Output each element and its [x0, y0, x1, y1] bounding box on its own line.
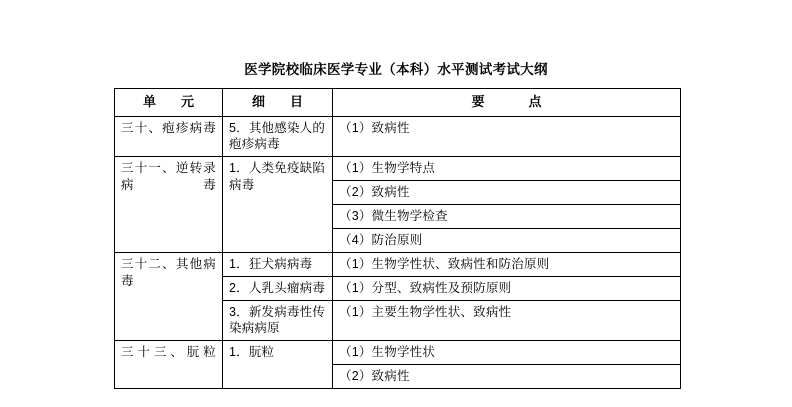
point-cell: （3）微生物学检查 — [333, 205, 681, 229]
point-cell: （1）分型、致病性及预防原则 — [333, 276, 681, 300]
syllabus-table — [114, 88, 681, 389]
table-row — [115, 157, 681, 181]
point-cell: （1）生物学性状 — [333, 341, 681, 365]
item-cell: 3．新发病毒性传染病病原 — [223, 300, 333, 341]
unit-cell: 三十一、逆转录病毒 — [115, 157, 223, 253]
point-cell: （2）致病性 — [333, 365, 681, 389]
unit-cell: 三十二、其他病毒 — [115, 252, 223, 341]
point-cell: （1）生物学性状、致病性和防治原则 — [333, 252, 681, 276]
point-cell: （2）致病性 — [333, 181, 681, 205]
column-header-item: 细 目 — [223, 89, 333, 117]
unit-cell: 三十、疱疹病毒 — [115, 116, 223, 157]
point-cell: （4）防治原则 — [333, 228, 681, 252]
column-header-unit: 单 元 — [115, 89, 223, 117]
table-row — [115, 341, 681, 365]
item-cell: 1．朊粒 — [223, 341, 333, 389]
point-cell: （1）生物学特点 — [333, 157, 681, 181]
item-cell: 1．狂犬病病毒 — [223, 252, 333, 276]
table-row — [115, 116, 681, 157]
item-cell: 1．人类免疫缺陷病毒 — [223, 157, 333, 253]
column-header-point: 要 点 — [333, 89, 681, 117]
point-cell: （1）主要生物学性状、致病性 — [333, 300, 681, 341]
table-row — [115, 252, 681, 276]
table-header-row — [115, 89, 681, 117]
item-cell: 2．人乳头瘤病毒 — [223, 276, 333, 300]
point-cell: （1）致病性 — [333, 116, 681, 157]
unit-cell: 三十三、朊粒 — [115, 341, 223, 389]
item-cell: 5．其他感染人的疱疹病毒 — [223, 116, 333, 157]
page-title: 医学院校临床医学专业（本科）水平测试考试大纲 — [244, 62, 548, 77]
